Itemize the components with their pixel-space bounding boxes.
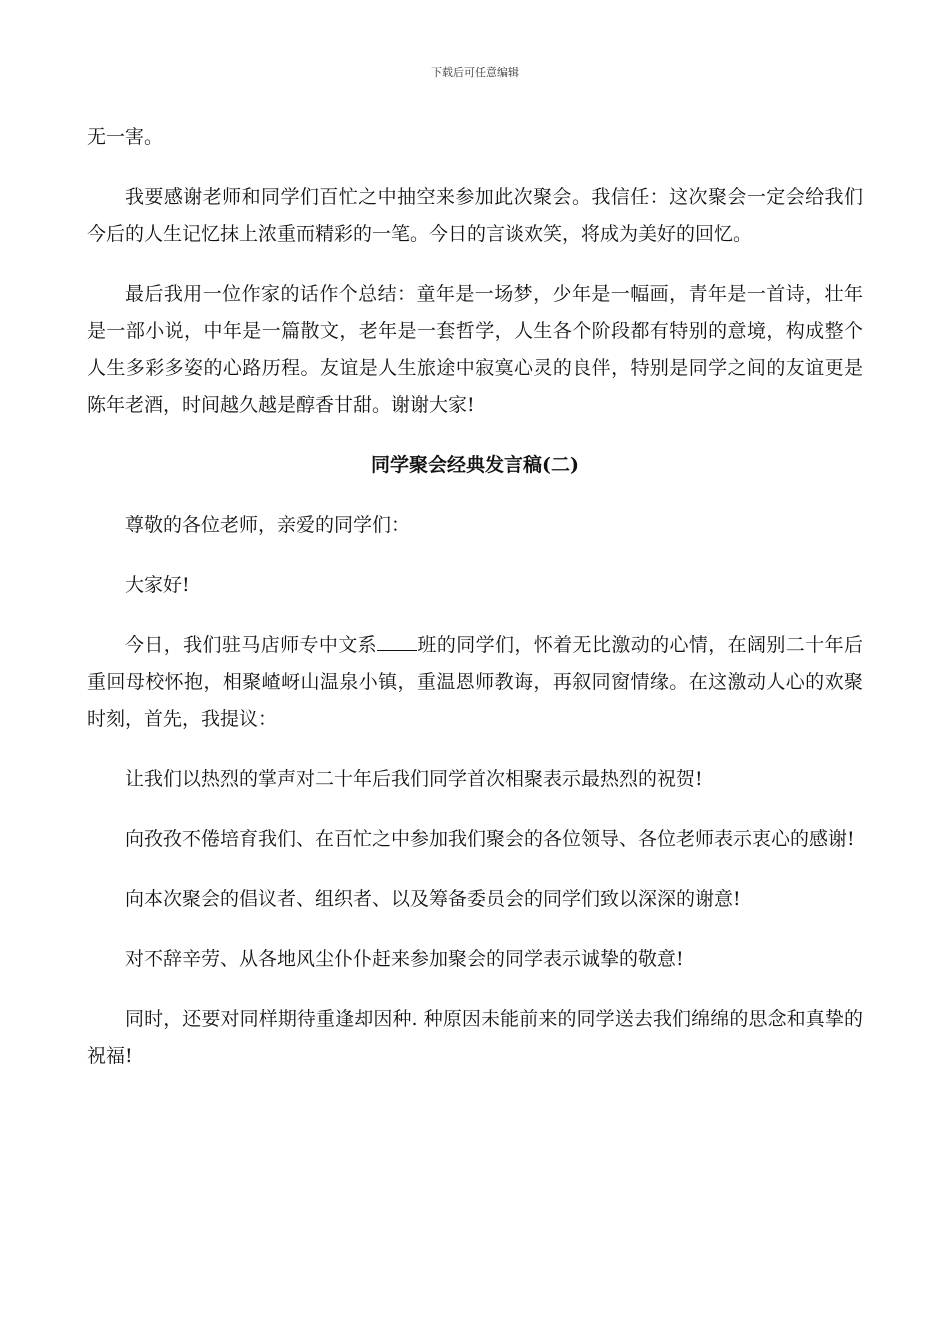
paragraph-thanks: 我要感谢老师和同学们百忙之中抽空来参加此次聚会。我信任：这次聚会一定会给我们今后的人生记忆抹上浓重而精彩的一笔。今日的言谈欢笑，将成为美好的回忆。 bbox=[87, 186, 863, 245]
paragraph-hello: 大家好! bbox=[125, 574, 190, 596]
paragraph-proposal-organizers: 向本次聚会的倡议者、组织者、以及筹备委员会的同学们致以深深的谢意! bbox=[125, 888, 741, 910]
document-body bbox=[87, 119, 863, 1075]
paragraph-proposal-teachers: 向孜孜不倦培育我们、在百忙之中参加我们聚会的各位领导、各位老师表示衷心的感谢! bbox=[125, 828, 855, 850]
section-title: 同学聚会经典发言稿(二) bbox=[371, 454, 579, 476]
paragraph-intro bbox=[87, 627, 863, 738]
paragraph-greeting: 尊敬的各位老师，亲爱的同学们： bbox=[125, 514, 411, 536]
paragraph-proposal-absent: 同时，还要对同样期待重逢却因种. 种原因未能前来的同学送去我们绵绵的思念和真挚的祝福! bbox=[87, 1008, 863, 1067]
page-header: 下载后可任意编辑 bbox=[431, 66, 519, 79]
paragraph-proposal-classmates: 对不辞辛劳、从各地风尘仆仆赶来参加聚会的同学表示诚挚的敬意! bbox=[125, 948, 684, 970]
paragraph-summary: 最后我用一位作家的话作个总结：童年是一场梦，少年是一幅画，青年是一首诗，壮年是一部小说，中年是一篇散文，老年是一套哲学，人生各个阶段都有特别的意境，构成整个人生多彩多姿的心路历程。友谊是人生旅途中寂寞心灵的良伴，特别是同学之间的友谊更是陈年老酒，时间越久越是醇香甘甜。谢谢大家! bbox=[87, 283, 863, 416]
intro-text-before: 今日，我们驻马店师专中文系 bbox=[125, 634, 378, 656]
paragraph-proposal-applause: 让我们以热烈的掌声对二十年后我们同学首次相聚表示最热烈的祝贺! bbox=[125, 768, 703, 790]
paragraph-continuation: 无一害。 bbox=[87, 126, 164, 148]
fill-in-blank bbox=[377, 634, 417, 651]
intro-text-after: 班的同学们，怀着无比激动的心情，在阔别二十年后重回母校怀抱，相聚嵖岈山温泉小镇，重温恩师教诲，再叙同窗情缘。在这激动人心的欢聚时刻，首先，我提议： bbox=[87, 634, 863, 730]
